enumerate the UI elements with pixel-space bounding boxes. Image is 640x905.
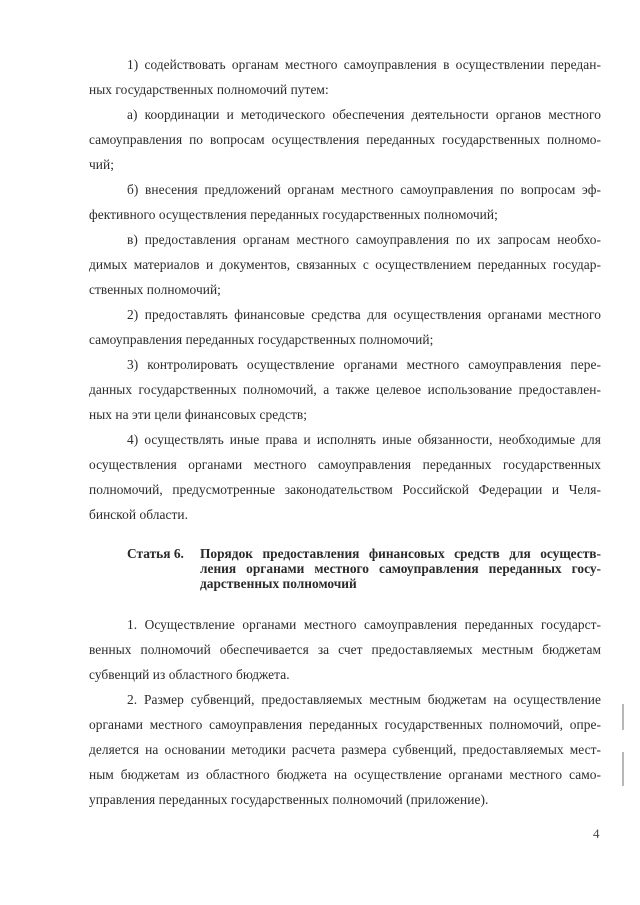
- text-line: деляется на основании методики расчета размера субвенций, предоставляемых мест-: [89, 742, 601, 757]
- text-line: димых материалов и документов, связанных с осуществлением переданных государ-: [89, 257, 601, 272]
- text-line: 2) предоставлять финансовые средства для осуществления органами местного: [127, 307, 601, 322]
- text-line: фективного осуществления переданных государственных полномочий;: [89, 207, 498, 222]
- text-line: ным бюджетам из областного бюджета на осуществление органами местного само-: [89, 767, 601, 782]
- text-line: ных на эти цели финансовых средств;: [89, 407, 308, 422]
- text-line: управления переданных государственных полномочий (приложение).: [89, 792, 489, 807]
- text-line: полномочий, предусмотренные законодательством Российской Федерации и Челя-: [89, 482, 601, 497]
- scan-edge-mark: [622, 704, 624, 730]
- text-line: 3) контролировать осуществление органами местного самоуправления пере-: [127, 357, 601, 372]
- text-line: бинской области.: [89, 507, 189, 522]
- scan-edge-mark: [622, 752, 624, 786]
- text-line: данных государственных полномочий, а также целевое использование предоставлен-: [89, 382, 601, 397]
- article-title-line: дарственных полномочий: [200, 576, 357, 591]
- article-title-line: Порядок предоставления финансовых средств для осуществ-: [200, 546, 601, 561]
- page-number: 4: [593, 826, 600, 841]
- text-line: ственных полномочий;: [89, 282, 221, 297]
- text-line: а) координации и методического обеспечения деятельности органов местного: [127, 107, 601, 122]
- text-line: самоуправления по вопросам осуществления переданных государственных полномо-: [89, 132, 601, 147]
- text-line: осуществления органами местного самоуправления переданных государственных: [89, 457, 601, 472]
- text-line: ных государственных полномочий путем:: [89, 82, 329, 97]
- text-line: б) внесения предложений органам местного самоуправления по вопросам эф-: [127, 182, 601, 197]
- text-line: 1) содействовать органам местного самоуправления в осуществлении передан-: [127, 57, 601, 72]
- text-line: самоуправления переданных государственных полномочий;: [89, 332, 434, 347]
- text-line: органами местного самоуправления переданных государственных полномочий, опре-: [89, 717, 601, 732]
- text-line: 4) осуществлять иные права и исполнять иные обязанности, необходимые для: [127, 432, 601, 447]
- article-number: Статья 6.: [127, 546, 184, 561]
- article-title: [200, 546, 601, 591]
- text-line: в) предоставления органам местного самоуправления по их запросам необхо-: [127, 232, 601, 247]
- article-title-line: ления органами местного самоуправления переданных госу-: [200, 561, 601, 576]
- text-line: чий;: [89, 157, 114, 172]
- text-line: 2. Размер субвенций, предоставляемых местным бюджетам на осуществление: [127, 692, 601, 707]
- text-line: субвенций из областного бюджета.: [89, 667, 290, 682]
- text-line: 1. Осуществление органами местного самоуправления переданных государст-: [127, 617, 601, 632]
- text-line: венных полномочий обеспечивается за счет предоставляемых местным бюджетам: [89, 642, 601, 657]
